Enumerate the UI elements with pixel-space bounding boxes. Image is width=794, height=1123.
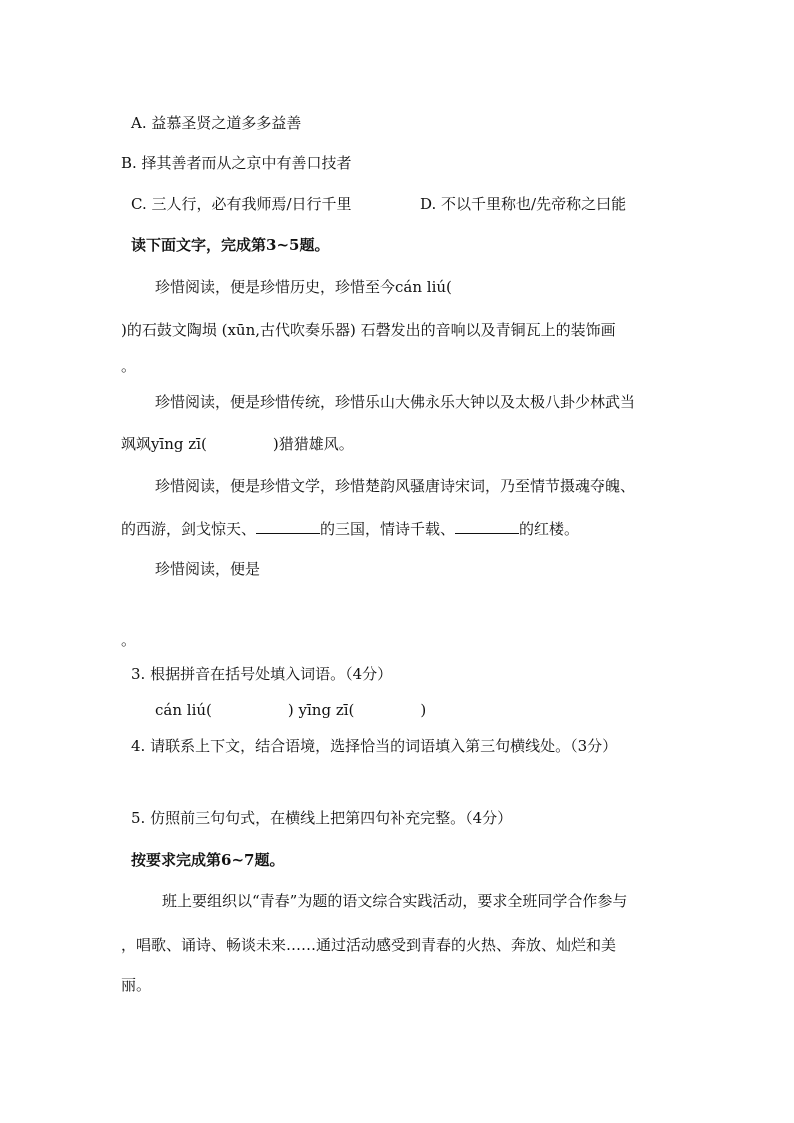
paragraph-1-line-1: 珍惜阅读，便是珍惜历史，珍惜至今cán liú( <box>155 278 452 296</box>
section-heading-6-7: 按要求完成第6~7题。 <box>131 851 285 869</box>
option-b: B. 择其善者而从之京中有善口技者 <box>121 154 352 172</box>
canliu-prompt: cán liú( <box>155 701 212 719</box>
section-2-line-2: ，唱歌、诵诗、畅谈未来……通过活动感受到青春的火热、奔放、灿烂和美 <box>121 936 617 954</box>
option-d: D. 不以千里称也/先帝称之曰能 <box>420 195 627 213</box>
paragraph-4-line-2: 。 <box>121 631 137 649</box>
yingzi-prompt: ) yīng zī( <box>287 701 355 719</box>
question-4: 4. 请联系上下文，结合语境，选择恰当的词语填入第三句横线处。（3分） <box>131 737 618 755</box>
section-2-line-3: 丽。 <box>121 976 152 994</box>
blank-1[interactable] <box>256 517 320 534</box>
paragraph-1-line-3: 。 <box>121 357 137 375</box>
paragraph-2-tail: )猎猎雄风。 <box>272 435 354 453</box>
paragraph-3-part-a: 的西游，剑戈惊天、 <box>121 520 257 538</box>
option-c: C. 三人行，必有我师焉/日行千里 <box>131 195 352 213</box>
question-3: 3. 根据拼音在括号处填入词语。（4分） <box>131 665 393 683</box>
paragraph-4-line-1: 珍惜阅读，便是 <box>155 560 261 578</box>
blank-2[interactable] <box>455 517 519 534</box>
closing-paren: ) <box>420 701 427 719</box>
question-3-answers <box>155 700 426 720</box>
paragraph-1-line-2: )的石鼓文陶埙 (xūn,古代吹奏乐器) 石磬发出的音响以及青铜瓦上的装饰画 <box>121 321 616 339</box>
pinyin-yingzi-prompt: 飒飒yīng zī( <box>121 435 207 453</box>
paragraph-2-line-2 <box>121 434 354 454</box>
question-5: 5. 仿照前三句句式，在横线上把第四句补充完整。（4分） <box>131 809 513 827</box>
paragraph-3-part-b: 的三国，情诗千载、 <box>320 520 456 538</box>
paragraph-3-line-2 <box>121 517 579 539</box>
paragraph-3-part-c: 的红楼。 <box>519 520 580 538</box>
option-a: A. 益慕圣贤之道多多益善 <box>131 114 302 132</box>
paragraph-3-line-1: 珍惜阅读，便是珍惜文学，珍惜楚韵风骚唐诗宋词，乃至情节摄魂夺魄、 <box>155 477 636 495</box>
section-heading-3-5: 读下面文字，完成第3~5题。 <box>131 236 330 254</box>
paragraph-2-line-1: 珍惜阅读，便是珍惜传统，珍惜乐山大佛永乐大钟以及太极八卦少林武当 <box>155 393 636 411</box>
section-2-line-1: 班上要组织以“青春”为题的语文综合实践活动，要求全班同学合作参与 <box>162 892 628 910</box>
